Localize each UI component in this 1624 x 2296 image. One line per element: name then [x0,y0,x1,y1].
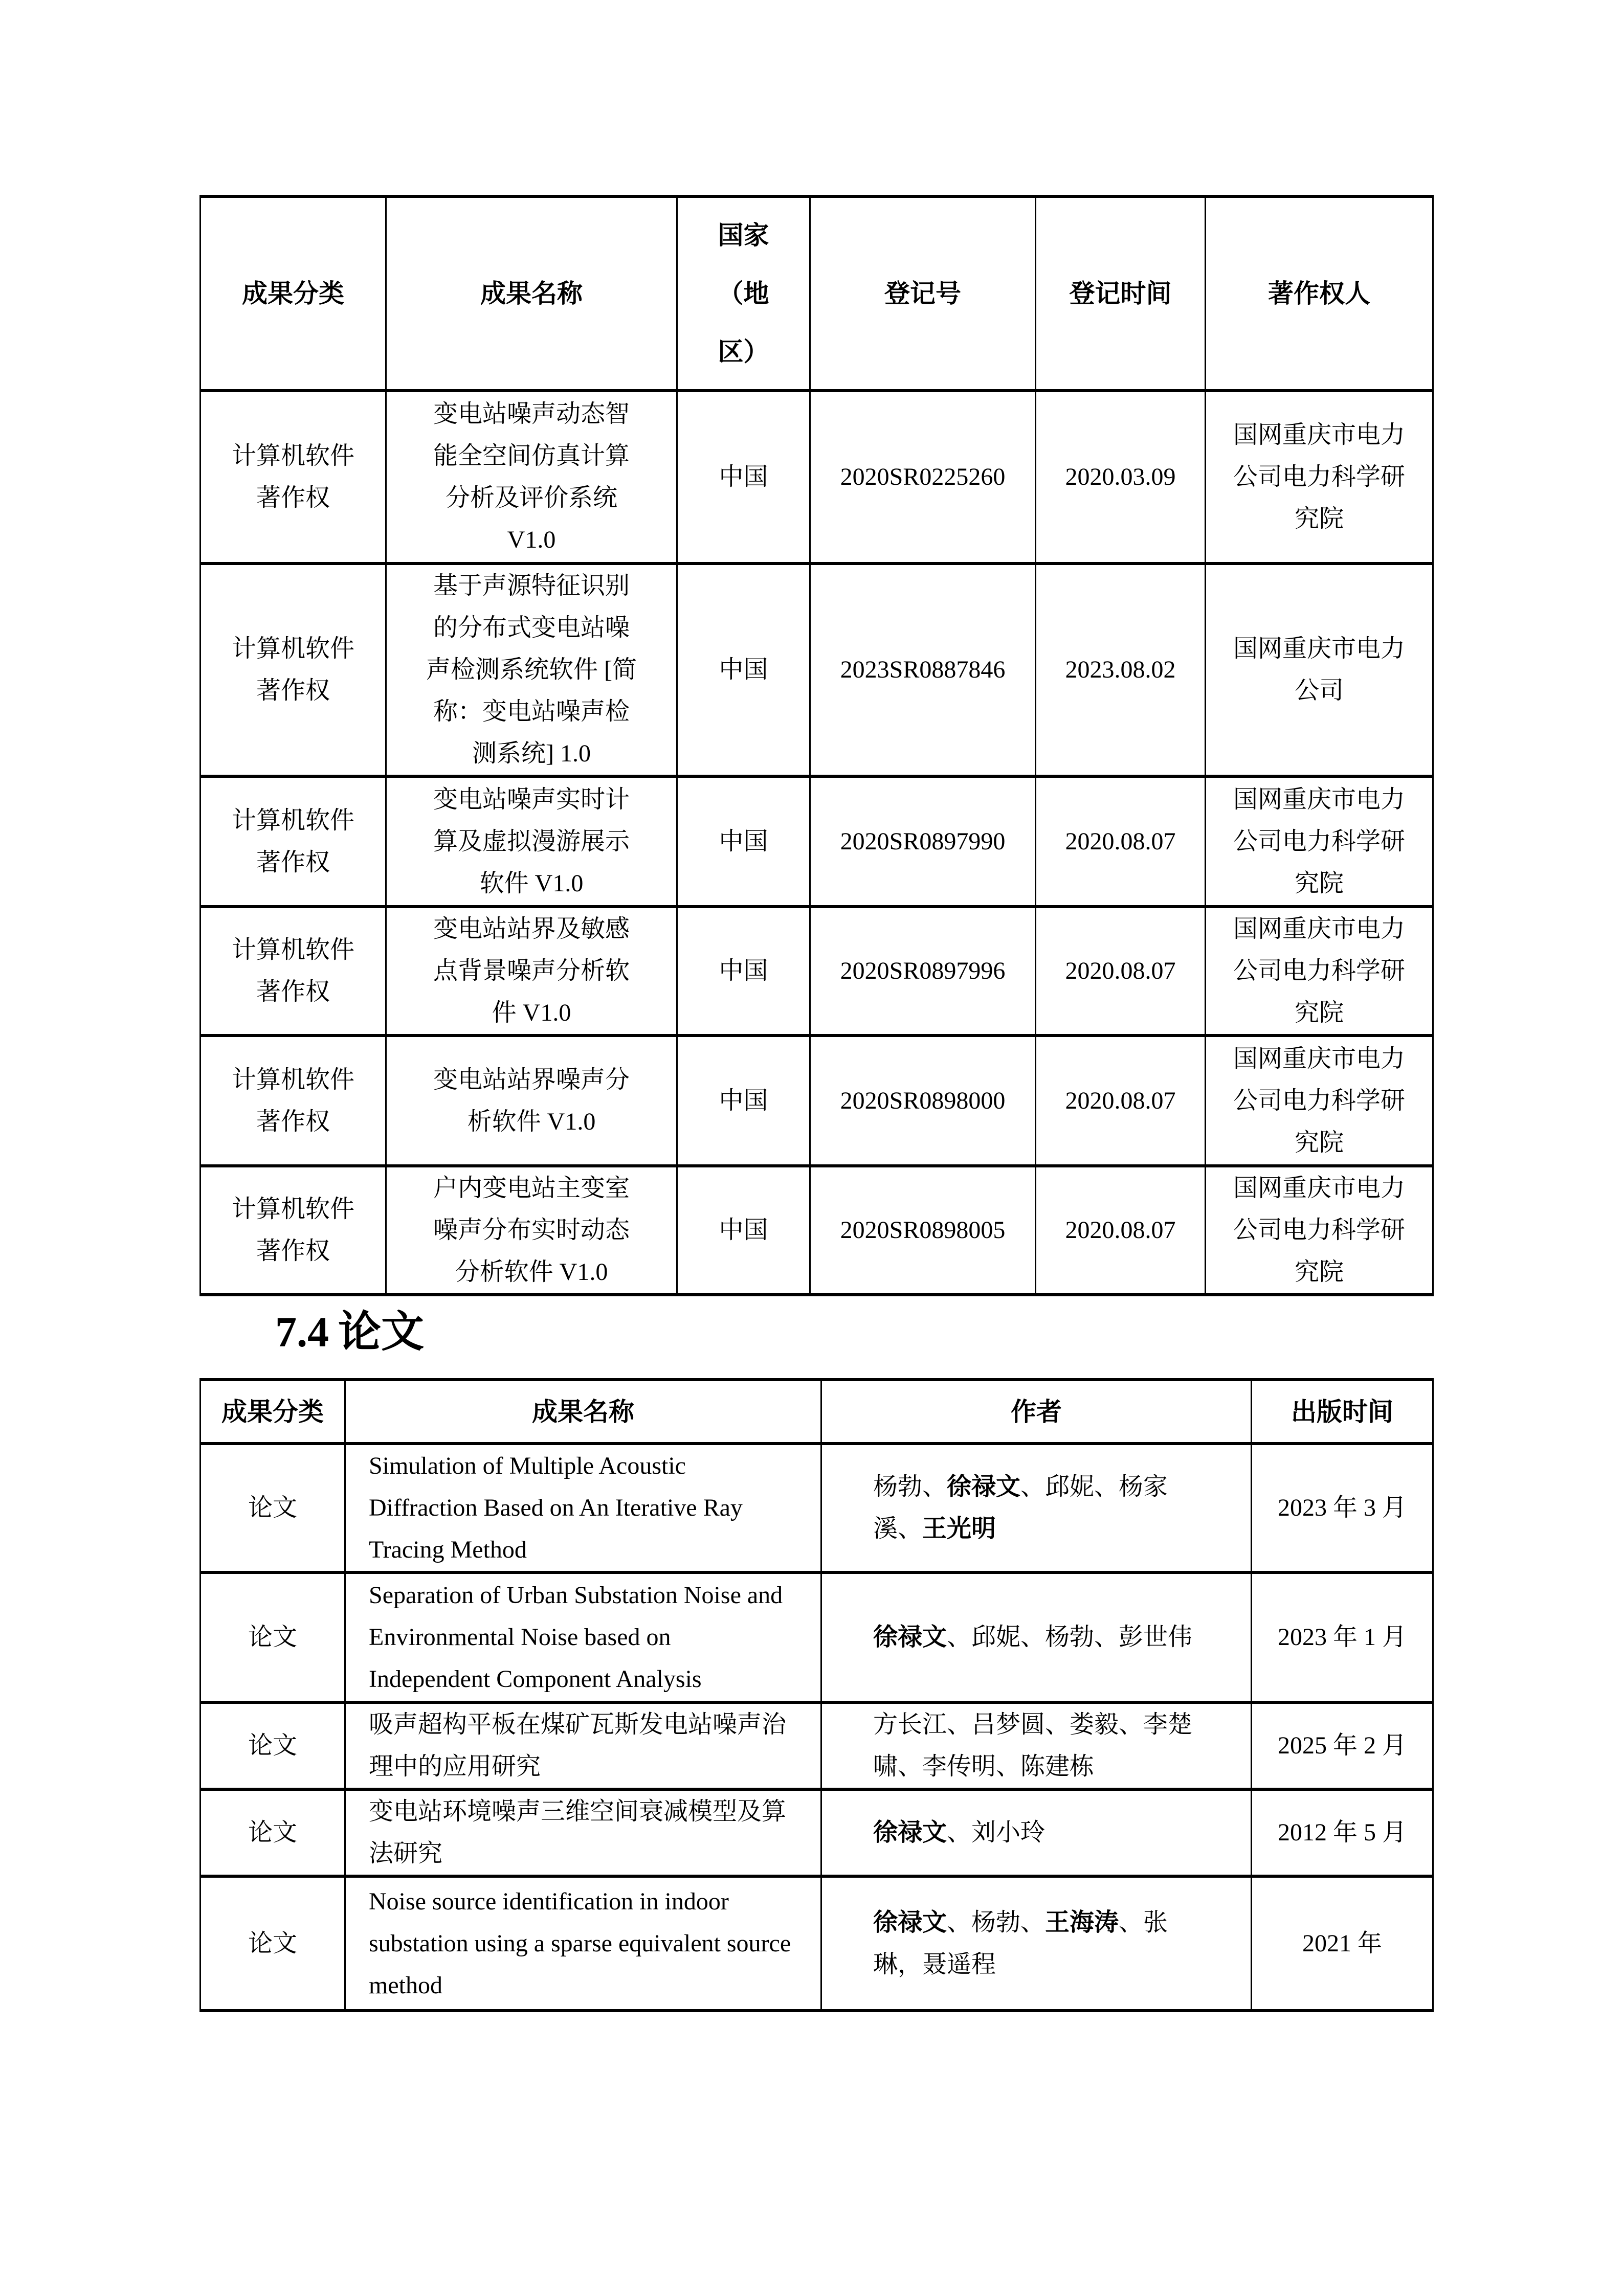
cell-authors [821,1789,1252,1876]
cell-authors [821,1876,1252,2011]
cell-country: 中国 [677,1036,810,1166]
cell-owner: 国网重庆市电力公司电力科学研究院 [1206,1036,1433,1166]
table-row [201,1572,1433,1702]
cell-paper-title: 变电站环境噪声三维空间衰减模型及算法研究 [345,1789,821,1876]
cell-paper-title: Noise source identification in indoor substation using a sparse equivalent source method [345,1876,821,2011]
table-row [201,1166,1433,1295]
cell-owner: 国网重庆市电力公司 [1206,564,1433,776]
cell-owner: 国网重庆市电力公司电力科学研究院 [1206,1166,1433,1295]
cell-category: 论文 [201,1572,345,1702]
table-row [201,907,1433,1036]
table-row [201,391,1433,564]
author-segment: 、杨勃、 [947,1908,1045,1936]
cell-pub-date: 2025 年 2 月 [1252,1702,1433,1789]
cell-name: 基于声源特征识别的分布式变电站噪声检测系统软件 [简称：变电站噪声检测系统] 1.0 [386,564,677,776]
cell-category: 论文 [201,1876,345,2011]
papers-table-header-row [201,1380,1433,1444]
cell-paper-title: Simulation of Multiple Acoustic Diffraction Based on An Iterative Ray Tracing Method [345,1444,821,1572]
header-category: 成果分类 [201,196,386,391]
cell-authors [821,1444,1252,1572]
cell-owner: 国网重庆市电力公司电力科学研究院 [1206,391,1433,564]
cell-category: 计算机软件著作权 [201,391,386,564]
author-segment: 、邱妮、杨勃、彭世伟 [947,1624,1193,1651]
cell-reg-no: 2020SR0898000 [810,1036,1036,1166]
cell-name: 变电站站界噪声分析软件 V1.0 [386,1036,677,1166]
section-number: 7.4 [275,1309,329,1356]
author-segment: 徐禄文 [873,1819,947,1846]
author-segment: 徐禄文 [947,1473,1021,1500]
cell-country: 中国 [677,907,810,1036]
cell-reg-no: 2023SR0887846 [810,564,1036,776]
table-row [201,1036,1433,1166]
cell-category: 计算机软件著作权 [201,1166,386,1295]
cell-pub-date: 2023 年 3 月 [1252,1444,1433,1572]
software-copyright-table [199,195,1434,1296]
cell-category: 计算机软件著作权 [201,907,386,1036]
table-row [201,1789,1433,1876]
section-heading [275,1307,424,1357]
cell-authors [821,1572,1252,1702]
cell-category: 计算机软件著作权 [201,1036,386,1166]
cell-reg-no: 2020SR0897996 [810,907,1036,1036]
header-owner: 著作权人 [1206,196,1433,391]
table-row [201,1876,1433,2011]
author-segment: 王光明 [922,1515,996,1542]
copyright-table-header-row [201,196,1433,391]
cell-reg-date: 2020.08.07 [1036,1036,1206,1166]
table-row [201,564,1433,776]
cell-category: 论文 [201,1702,345,1789]
cell-pub-date: 2012 年 5 月 [1252,1789,1433,1876]
cell-reg-no: 2020SR0897990 [810,776,1036,907]
cell-reg-date: 2020.08.07 [1036,1166,1206,1295]
cell-pub-date: 2023 年 1 月 [1252,1572,1433,1702]
cell-country: 中国 [677,391,810,564]
cell-category: 论文 [201,1789,345,1876]
author-segment: 、邱妮、杨家溪、 [873,1473,1168,1542]
cell-name: 变电站噪声动态智能全空间仿真计算分析及评价系统 V1.0 [386,391,677,564]
author-segment: 、刘小玲 [947,1819,1045,1846]
cell-category: 计算机软件著作权 [201,564,386,776]
table-row [201,1444,1433,1572]
header-reg-no: 登记号 [810,196,1036,391]
author-segment: 王海涛 [1045,1908,1119,1936]
author-segment: 徐禄文 [873,1908,947,1936]
cell-paper-title: 吸声超构平板在煤矿瓦斯发电站噪声治理中的应用研究 [345,1702,821,1789]
author-segment: 、张琳，聂遥程 [873,1908,1168,1978]
header-name: 成果名称 [386,196,677,391]
author-segment: 徐禄文 [873,1624,947,1651]
cell-country: 中国 [677,564,810,776]
header-authors: 作者 [821,1380,1252,1444]
header-country: 国家（地区） [677,196,810,391]
cell-reg-date: 2023.08.02 [1036,564,1206,776]
table-row [201,1702,1433,1789]
table-row [201,776,1433,907]
cell-country: 中国 [677,1166,810,1295]
author-segment: 方长江、吕梦圆、娄毅、李楚啸、李传明、陈建栋 [873,1711,1193,1780]
cell-authors [821,1702,1252,1789]
cell-reg-no: 2020SR0225260 [810,391,1036,564]
papers-table [199,1378,1434,2012]
author-segment: 杨勃、 [873,1473,947,1500]
header-pub-date: 出版时间 [1252,1380,1433,1444]
section-title: 论文 [338,1308,425,1356]
header-name: 成果名称 [345,1380,821,1444]
cell-category: 计算机软件著作权 [201,776,386,907]
cell-paper-title: Separation of Urban Substation Noise and Environmental Noise based on Independent Component Analysis [345,1572,821,1702]
cell-reg-date: 2020.08.07 [1036,776,1206,907]
cell-reg-date: 2020.03.09 [1036,391,1206,564]
cell-name: 户内变电站主变室噪声分布实时动态分析软件 V1.0 [386,1166,677,1295]
cell-category: 论文 [201,1444,345,1572]
cell-reg-date: 2020.08.07 [1036,907,1206,1036]
header-reg-date: 登记时间 [1036,196,1206,391]
header-category: 成果分类 [201,1380,345,1444]
cell-country: 中国 [677,776,810,907]
cell-name: 变电站噪声实时计算及虚拟漫游展示软件 V1.0 [386,776,677,907]
cell-pub-date: 2021 年 [1252,1876,1433,2011]
cell-reg-no: 2020SR0898005 [810,1166,1036,1295]
cell-name: 变电站站界及敏感点背景噪声分析软件 V1.0 [386,907,677,1036]
cell-owner: 国网重庆市电力公司电力科学研究院 [1206,907,1433,1036]
cell-owner: 国网重庆市电力公司电力科学研究院 [1206,776,1433,907]
